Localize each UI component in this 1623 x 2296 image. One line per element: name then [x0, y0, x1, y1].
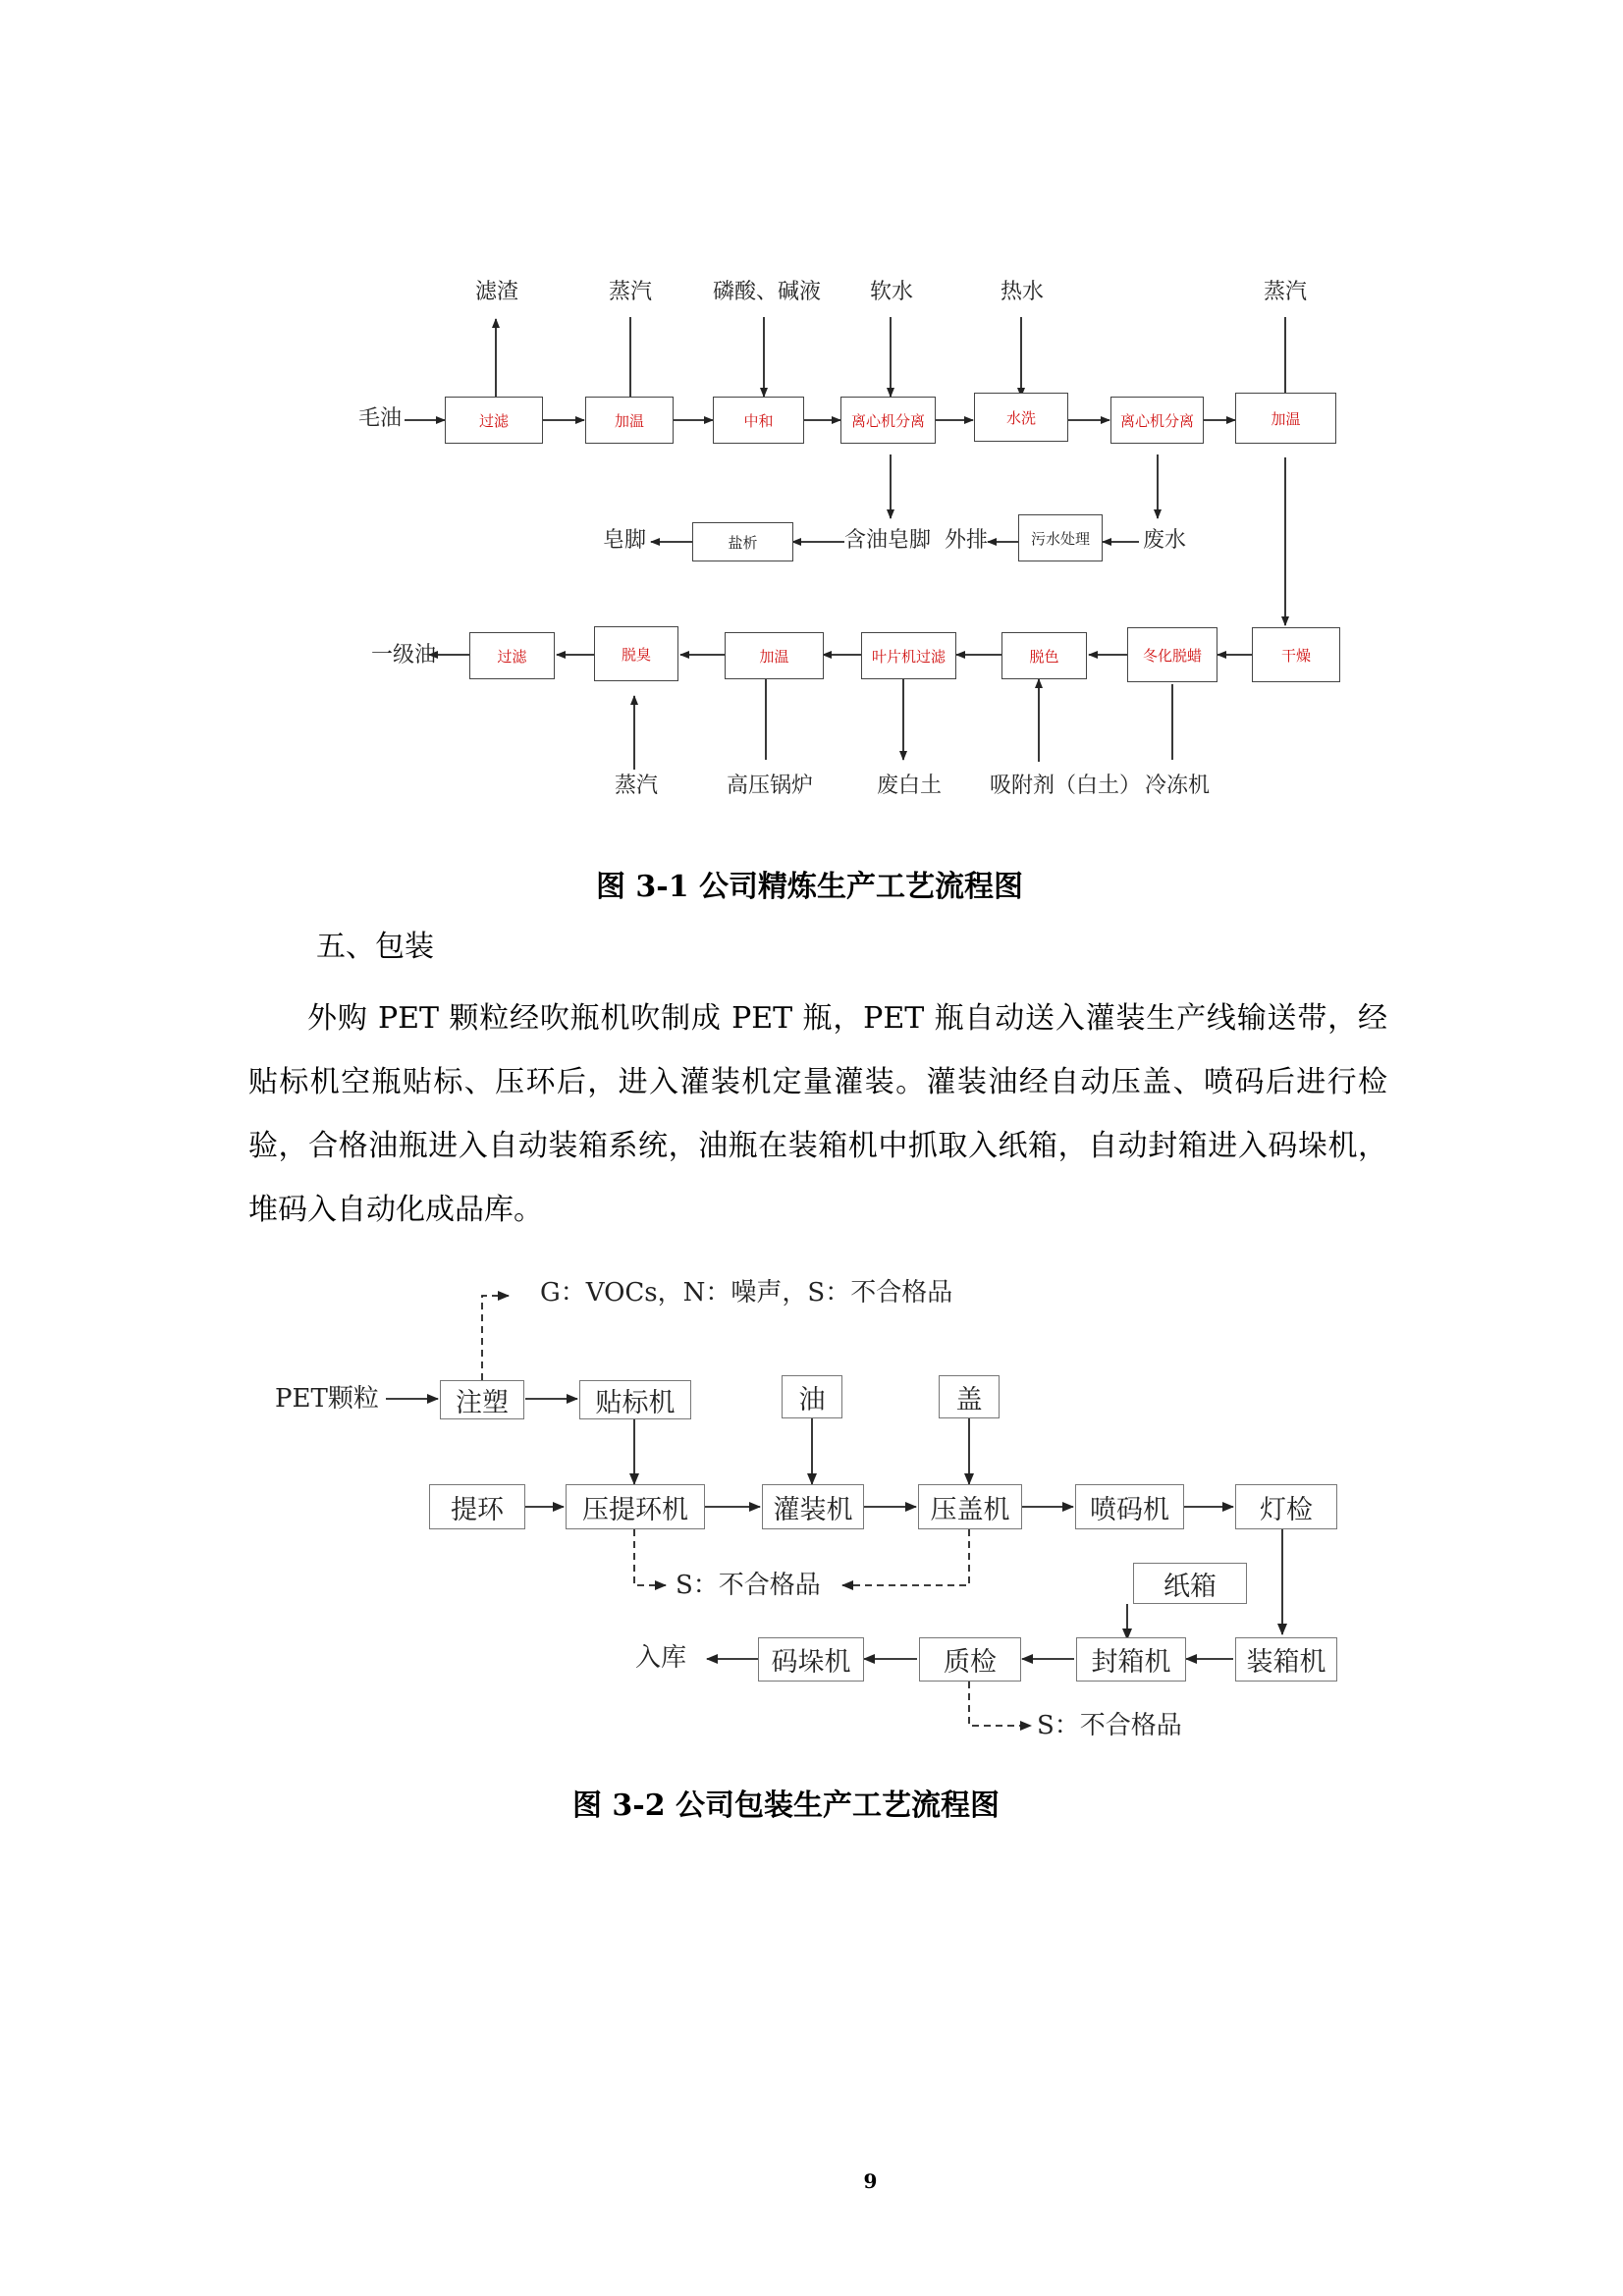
figure-3-2-caption: 图 3-2 公司包装生产工艺流程图 [571, 1789, 1001, 1823]
box-lixin-2: 离心机分离 [1110, 397, 1204, 444]
label-ruku: 入库 [635, 1643, 687, 1673]
label-pet: PET颗粒 [275, 1384, 379, 1414]
box-zhijian: 质检 [919, 1637, 1021, 1682]
label-waipai: 外排 [945, 528, 989, 553]
box-fengxiang: 封箱机 [1076, 1637, 1186, 1682]
box-ganzao: 干燥 [1252, 627, 1340, 682]
label-reshui: 热水 [1001, 280, 1045, 304]
section-paragraph: 外购 PET 颗粒经吹瓶机吹制成 PET 瓶，PET 瓶自动送入灌装生产线输送带，经贴标机空瓶贴标、压环后，进入灌装机定量灌装。灌装油经自动压盖、喷码后进行检验，合格油瓶进入自动装箱系统，油瓶在装箱机中抓取入纸箱，自动封箱进入码垛机，堆码入自动化成品库。 [248, 1001, 1387, 1227]
label-maoyou: 毛油 [358, 406, 403, 431]
box-tuochou: 脱臭 [594, 626, 678, 681]
section-heading: 五、包装 [316, 930, 434, 964]
label-zhengqi-a: 蒸汽 [609, 280, 653, 304]
label-yijiyou: 一级油 [371, 643, 437, 667]
box-tuose: 脱色 [1001, 632, 1087, 679]
label-zhengqi-b: 蒸汽 [1264, 280, 1308, 304]
box-jiawen-1: 加温 [585, 397, 674, 444]
box-donghua: 冬化脱蜡 [1127, 627, 1217, 682]
box-yatihuan: 压提环机 [566, 1484, 705, 1529]
box-guolv-2: 过滤 [469, 632, 555, 679]
label-hanyou-zaojiao: 含油皂脚 [844, 528, 932, 553]
label-xifuji: 吸附剂（白土） [990, 774, 1142, 798]
box-jiawen-2: 加温 [1235, 393, 1336, 444]
box-guanzhuang: 灌装机 [762, 1484, 864, 1529]
box-yanxi: 盐析 [692, 522, 793, 561]
page-number: 9 [863, 2169, 878, 2193]
label-lv-zha: 滤渣 [475, 280, 519, 304]
box-tiebiao: 贴标机 [579, 1380, 691, 1419]
label-zaojiao: 皂脚 [603, 528, 647, 553]
box-zhusu: 注塑 [440, 1380, 524, 1419]
figure-3-1-caption: 图 3-1 公司精炼生产工艺流程图 [595, 870, 1024, 904]
box-guolv-1: 过滤 [445, 397, 543, 444]
label-feishui: 废水 [1143, 528, 1187, 553]
box-mapuo: 码垛机 [758, 1637, 864, 1682]
box-shuixi: 水洗 [974, 393, 1068, 442]
label-reject-1: S：不合格品 [676, 1571, 821, 1600]
box-yagai: 压盖机 [918, 1484, 1022, 1529]
box-lixin-1: 离心机分离 [840, 397, 936, 444]
label-lengdongji: 冷冻机 [1145, 774, 1211, 798]
label-gaoya-guolu: 高压锅炉 [727, 774, 814, 798]
label-reject-2: S：不合格品 [1037, 1711, 1182, 1740]
box-penma: 喷码机 [1075, 1484, 1184, 1529]
label-ruanshui: 软水 [870, 280, 914, 304]
box-tihuan: 提环 [429, 1484, 525, 1529]
label-fei-baitu: 废白土 [877, 774, 943, 798]
box-zhuangxiang: 装箱机 [1235, 1637, 1337, 1682]
box-zhixiang: 纸箱 [1133, 1563, 1247, 1604]
box-jiawen-3: 加温 [725, 632, 824, 679]
box-wushui: 污水处理 [1018, 514, 1103, 561]
box-dengjian: 灯检 [1235, 1484, 1337, 1529]
box-zhonghe: 中和 [713, 397, 804, 444]
box-you: 油 [782, 1375, 842, 1418]
label-linsuan-jianye: 磷酸、碱液 [713, 280, 822, 304]
box-gai: 盖 [939, 1375, 1000, 1418]
box-yelv: 叶片机过滤 [861, 632, 956, 679]
label-emission: G：VOCs，N：噪声，S：不合格品 [540, 1278, 953, 1308]
label-zhengqi-c: 蒸汽 [615, 774, 659, 798]
